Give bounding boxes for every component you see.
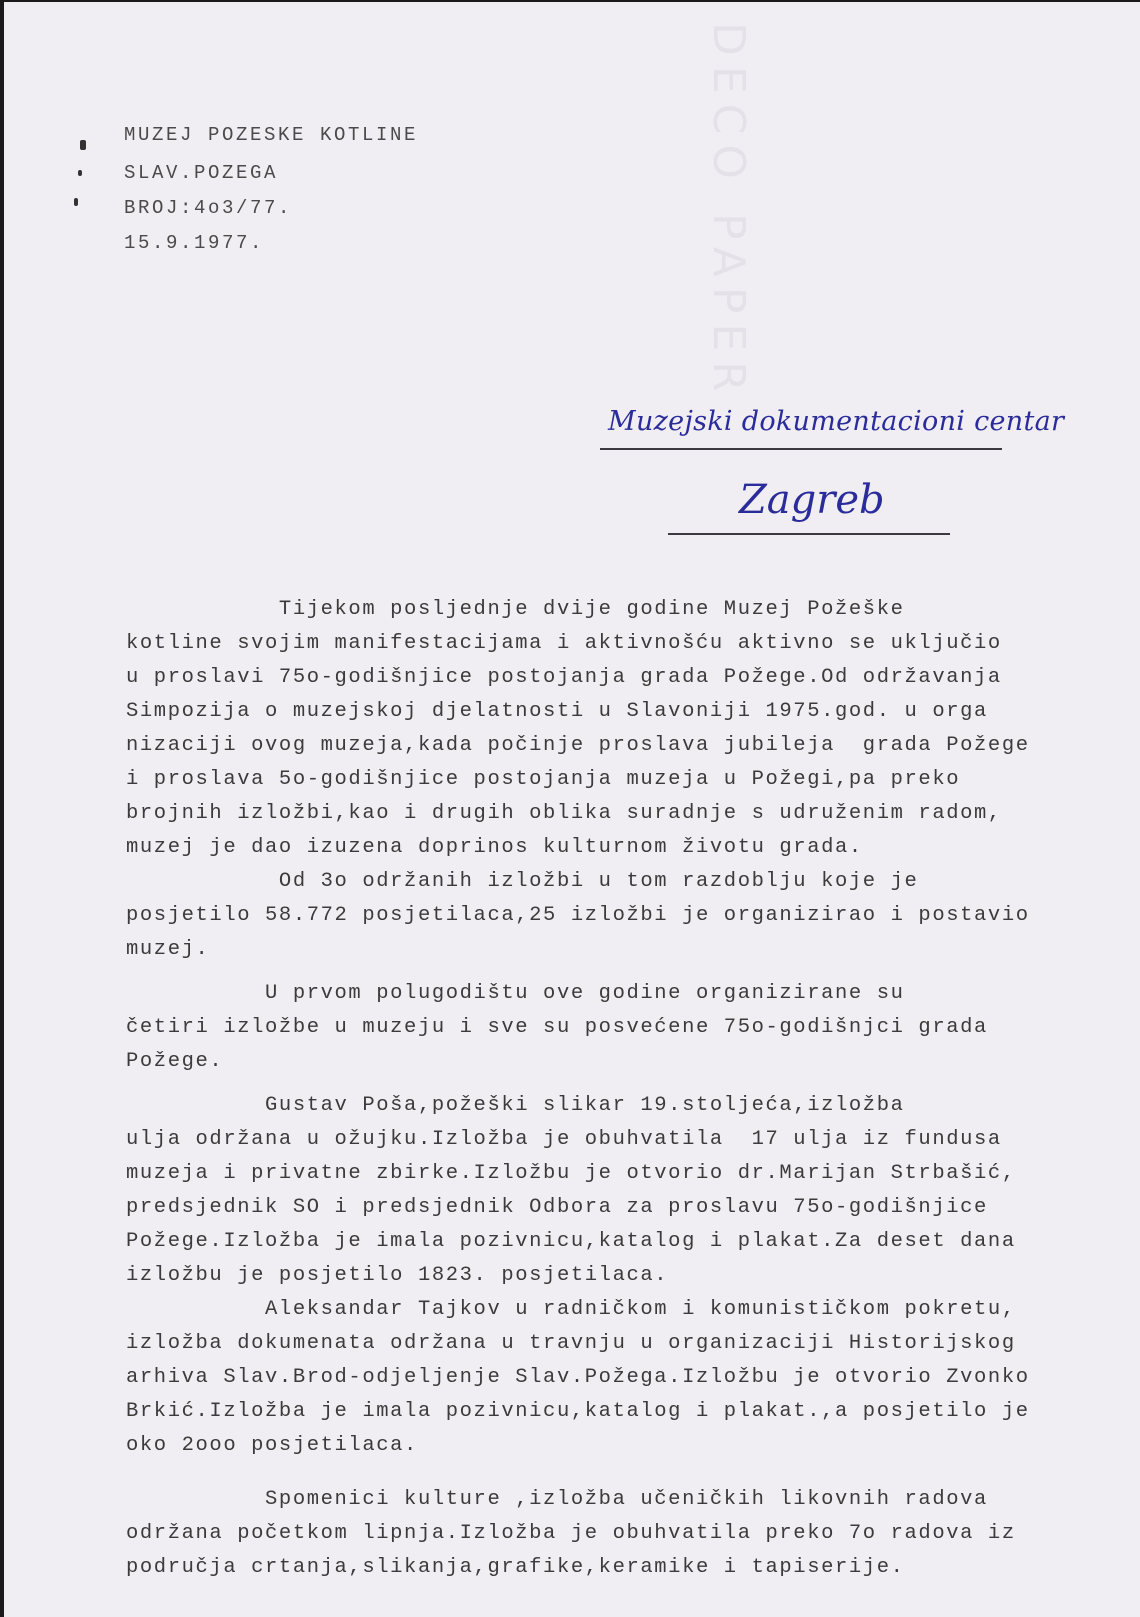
body-line: predsjednik SO i predsjednik Odbora za proslavu 75o-godišnjice [126,1196,988,1219]
body-line: Spomenici kulture ,izložba učeničkih likovnih radova [126,1488,988,1511]
body-line: oko 2ooo posjetilaca. [126,1434,418,1457]
body-line: održana početkom lipnja.Izložba je obuhvatila preko 7o radova iz [126,1522,1016,1545]
addressee-line-1: Muzejski dokumentacioni centar [608,406,1065,437]
body-line: Požege.Izložba je imala pozivnicu,katalog i plakat.Za deset dana [126,1230,1016,1253]
body-line: četiri izložbe u muzeju i sve su posvećene 75o-godišnjci grada [126,1016,988,1039]
document-page [4,2,1140,1617]
body-line: izložba dokumenata održana u travnju u organizaciji Historijskog [126,1332,1016,1355]
body-line: nizaciji ovog muzeja,kada počinje proslava jubileja grada Požege [126,734,1030,757]
body-line: Gustav Poša,požeški slikar 19.stoljeća,izložba [126,1094,905,1117]
addressee-line-2: Zagreb [739,477,885,523]
body-line: muzej. [126,938,210,961]
body-line: muzej je dao izuzena doprinos kulturnom životu grada. [126,836,863,859]
body-line: Od 3o održanih izložbi u tom razdoblju koje je [126,870,919,893]
document-number: BROJ:4o3/77. [124,197,293,219]
body-line: ulja održana u ožujku.Izložba je obuhvatila 17 ulja iz fundusa [126,1128,1002,1151]
body-line: i proslava 5o-godišnjice postojanja muzeja u Požegi,pa preko [126,768,961,791]
body-line: Aleksandar Tajkov u radničkom i komunističkom pokretu, [126,1298,1016,1321]
body-line: arhiva Slav.Brod-odjeljenje Slav.Požega.Izložbu je otvorio Zvonko [126,1366,1030,1389]
institution-place: SLAV.POZEGA [124,162,279,184]
margin-mark [74,198,78,206]
body-line: u proslavi 75o-godišnjice postojanja grada Požege.Od održavanja [126,666,1002,689]
margin-mark [78,170,82,176]
body-line: U prvom polugodištu ove godine organizirane su [126,982,905,1005]
body-line: Tijekom posljednje dvije godine Muzej Požeške [126,598,905,621]
body-line: područja crtanja,slikanja,grafike,keramike i tapiserije. [126,1556,905,1579]
watermark: DECO PAPER [703,22,754,402]
body-line: muzeja i privatne zbirke.Izložbu je otvorio dr.Marijan Strbašić, [126,1162,1016,1185]
body-line: brojnih izložbi,kao i drugih oblika suradnje s udruženim radom, [126,802,1002,825]
body-line: Brkić.Izložba je imala pozivnicu,katalog i plakat.,a posjetilo je [126,1400,1030,1423]
body-line: posjetilo 58.772 posjetilaca,25 izložbi je organizirao i postavio [126,904,1030,927]
document-date: 15.9.1977. [124,232,265,254]
body-line: izložbu je posjetilo 1823. posjetilaca. [126,1264,669,1287]
body-line: Požege. [126,1050,224,1073]
institution-name: MUZEJ POZESKE KOTLINE [124,124,419,146]
margin-mark [80,140,86,150]
body-line: kotline svojim manifestacijama i aktivnošću aktivno se uključio [126,632,1002,655]
body-line: Simpozija o muzejskoj djelatnosti u Slavoniji 1975.god. u orga [126,700,988,723]
addressee-underline-2 [668,533,950,535]
addressee-underline-1 [600,448,1002,450]
